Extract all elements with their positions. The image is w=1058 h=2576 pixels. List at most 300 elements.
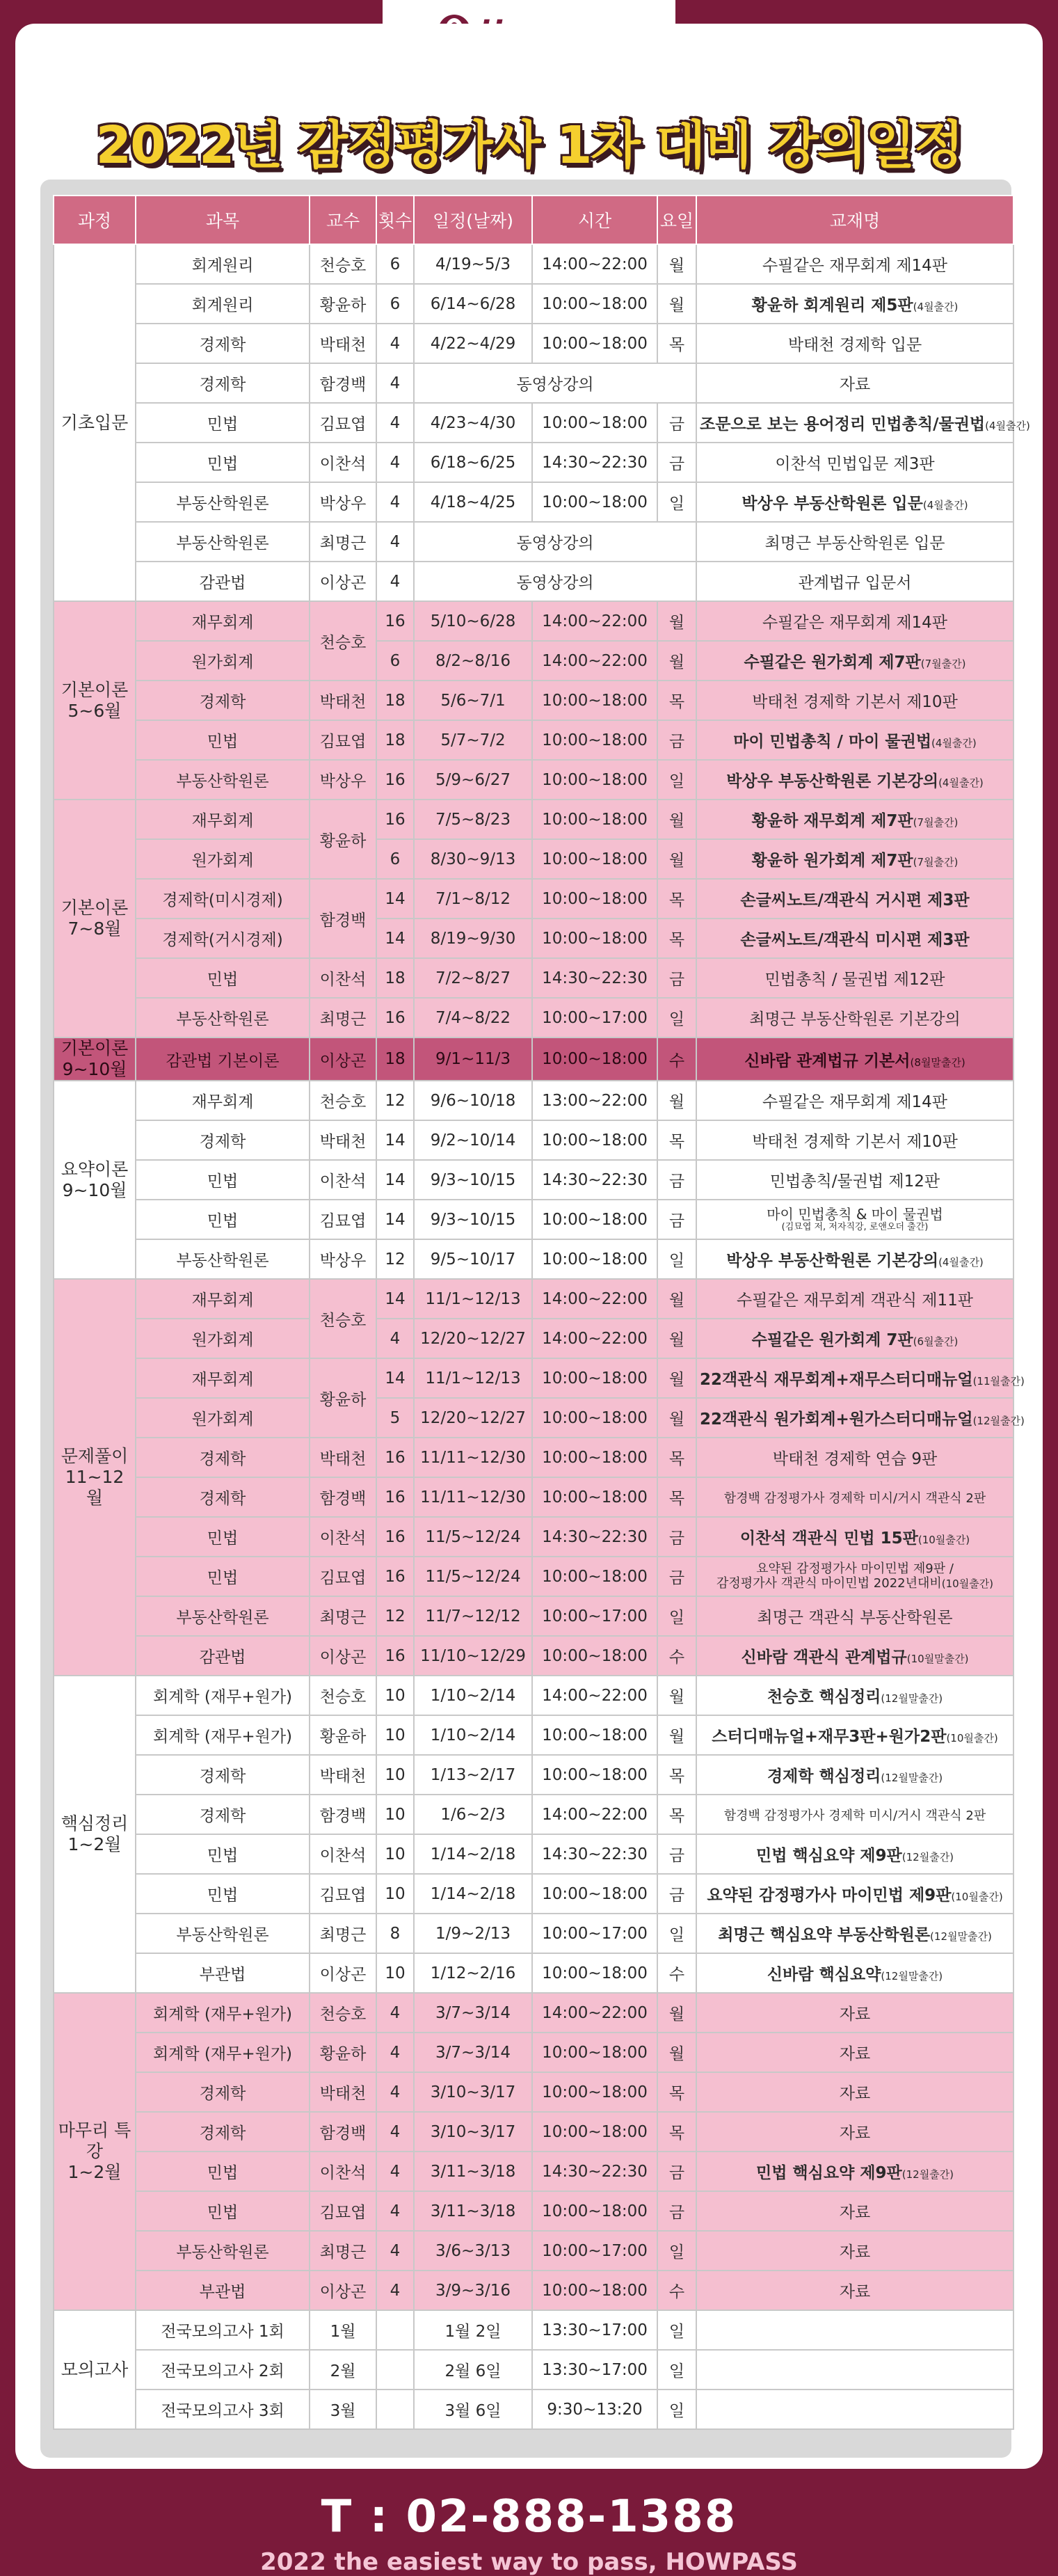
book-title: 황윤하 원가회계 제7판 [751,852,913,870]
count-cell: 10 [376,1676,414,1715]
book-cell [696,403,1030,443]
date-cell: 3/10~3/17 [414,2112,532,2152]
date-cell: 3/9~3/16 [414,2271,532,2310]
book-note: (12월출간) [901,1851,954,1863]
book-title: 이찬석 민법입문 제3판 [775,455,935,473]
count-cell: 6 [376,839,414,879]
time-cell: 10:00~18:00 [532,760,657,800]
table-row [54,1953,1013,1993]
book-cell [696,1517,1013,1557]
time-cell: 14:30~22:30 [532,1160,657,1200]
time-cell: 10:00~18:00 [532,1200,657,1239]
count-cell: 10 [376,1953,414,1993]
professor-cell: 김묘엽 [310,1200,376,1239]
professor-cell: 최명근 [310,1596,376,1636]
book-title: 박태천 경제학 기본서 제10판 [752,693,958,711]
course-group-cell [54,2310,136,2429]
book-note: (10월말출간) [906,1653,969,1665]
subject-cell: 감관법 기본이론 [136,1037,310,1081]
date-cell: 7/5~8/23 [414,800,532,839]
course-group-label: 기본이론 5~6월 [61,679,129,721]
count-cell: 6 [376,641,414,681]
subject-cell: 민법 [136,1834,310,1874]
day-cell: 일 [657,2350,696,2390]
count-cell: 12 [376,1239,414,1279]
count-cell: 4 [376,2033,414,2072]
book-note: (8월말출간) [910,1056,965,1069]
book-title: 조문으로 보는 용어정리 민법총칙/물권법 [700,415,986,434]
book-note: (10월출간) [951,1891,1003,1903]
day-cell: 일 [657,2310,696,2350]
book-cell [696,363,1013,403]
professor-cell: 박태천 [310,2072,376,2112]
professor-cell: 천승호 [310,1993,376,2033]
date-cell: 9/3~10/15 [414,1200,532,1239]
table-row [54,1874,1013,1914]
column-header: 횟수 [376,196,414,244]
date-cell: 11/7~12/12 [414,1596,532,1636]
book-title: 박상우 부동산학원론 기본강의 [726,1252,939,1270]
day-cell: 목 [657,1477,696,1517]
subject-cell: 부동산학원론 [136,998,310,1037]
book-title: 자료 [839,2124,871,2142]
professor-cell: 이상곤 [310,1636,376,1676]
subject-cell: 경제학 [136,2112,310,2152]
subject-cell: 감관법 [136,1636,310,1676]
day-cell: 목 [657,1438,696,1477]
table-row [54,601,1013,641]
subject-cell: 감관법 [136,562,310,601]
count-cell: 16 [376,998,414,1037]
table-row [54,2271,1013,2310]
date-cell: 5/7~7/2 [414,720,532,760]
book-cell [696,2231,1013,2271]
course-group-label: 기본이론 9~10월 [61,1038,129,1079]
day-cell: 월 [657,641,696,681]
table-row [54,2112,1013,2152]
book-title: 최명근 부동산학원론 기본강의 [749,1010,961,1028]
table-row [54,800,1013,839]
day-cell: 금 [657,1160,696,1200]
professor-cell: 박태천 [310,324,376,363]
book-title: 민법총칙 / 물권법 제12판 [764,971,945,989]
time-cell: 10:00~17:00 [532,1596,657,1636]
date-cell: 11/1~12/13 [414,1358,532,1398]
professor-cell: 김묘엽 [310,1557,376,1596]
subject-cell: 재무회계 [136,800,310,839]
book-cell [696,2310,1013,2350]
book-cell [696,720,1013,760]
time-cell: 10:00~18:00 [532,1398,657,1438]
date-cell: 11/5~12/24 [414,1557,532,1596]
book-cell [696,244,1013,284]
subject-cell: 경제학(미시경제) [136,879,310,919]
subject-cell: 회계학 (재무+원가) [136,1676,310,1715]
professor-cell: 함경백 [310,879,376,958]
time-cell: 10:00~18:00 [532,2271,657,2310]
count-cell: 14 [376,879,414,919]
day-cell: 금 [657,1874,696,1914]
count-cell: 16 [376,1477,414,1517]
book-title: 수필같은 재무회계 제14판 [762,1093,948,1111]
subject-cell: 재무회계 [136,1279,310,1319]
subject-cell: 회계원리 [136,284,310,324]
video-lecture-cell: 동영상강의 [414,562,696,601]
table-row [54,1755,1013,1795]
date-cell: 11/11~12/30 [414,1438,532,1477]
day-cell: 월 [657,1993,696,2033]
professor-cell: 이찬석 [310,443,376,482]
day-cell: 월 [657,839,696,879]
table-row [54,1795,1013,1834]
subject-cell: 경제학 [136,1120,310,1160]
book-title: 민법 핵심요약 제9판 [755,1847,902,1865]
day-cell: 수 [657,1636,696,1676]
day-cell: 금 [657,2152,696,2191]
book-cell [696,760,1013,800]
time-cell: 10:00~18:00 [532,2112,657,2152]
book-title: 경제학 핵심정리 [767,1767,881,1786]
date-cell: 9/5~10/17 [414,1239,532,1279]
book-title: 신바람 관계법규 기본서 [744,1051,911,1070]
course-group-label: 마무리 특강 1~2월 [58,2120,131,2182]
date-cell: 4/18~4/25 [414,482,532,522]
table-row [54,2191,1013,2231]
book-cell [696,2390,1013,2429]
column-header: 일정(날짜) [414,196,532,244]
book-cell [696,1993,1013,2033]
table-row [54,1239,1013,1279]
professor-cell: 이찬석 [310,1517,376,1557]
time-cell: 10:00~18:00 [532,482,657,522]
count-cell: 16 [376,601,414,641]
time-cell: 10:00~18:00 [532,879,657,919]
date-cell: 5/6~7/1 [414,681,532,720]
subject-cell: 부동산학원론 [136,1239,310,1279]
time-cell: 13:30~17:00 [532,2310,657,2350]
table-row [54,2033,1013,2072]
book-title: 신바람 핵심요약 [767,1966,881,1984]
date-cell: 6/14~6/28 [414,284,532,324]
time-cell: 10:00~17:00 [532,2231,657,2271]
book-title: 최명근 부동산학원론 입문 [764,534,945,552]
book-note: (7월출간) [920,658,966,670]
count-cell: 16 [376,1438,414,1477]
subject-cell: 부동산학원론 [136,2231,310,2271]
day-cell: 일 [657,998,696,1037]
book-title: 마이 민법총칙 / 마이 물권법 [733,733,932,751]
subject-cell: 전국모의고사 1회 [136,2310,310,2350]
day-cell: 월 [657,1676,696,1715]
column-header: 과정 [54,196,136,244]
day-cell: 일 [657,1239,696,1279]
subject-cell: 민법 [136,2152,310,2191]
table-row [54,1517,1013,1557]
time-cell: 10:00~18:00 [532,1636,657,1676]
subject-cell: 민법 [136,2191,310,2231]
day-cell: 목 [657,2112,696,2152]
book-cell [696,2152,1013,2191]
count-cell: 10 [376,1834,414,1874]
book-note: (4월출간) [913,301,959,313]
book-cell [696,1358,1025,1398]
date-cell: 4/22~4/29 [414,324,532,363]
count-cell: 12 [376,1596,414,1636]
professor-cell: 이찬석 [310,2152,376,2191]
day-cell: 월 [657,1398,696,1438]
count-cell [376,2390,414,2429]
book-cell [696,1557,1013,1596]
time-cell: 14:00~22:00 [532,1319,657,1358]
book-note: (12월말출간) [930,1930,992,1943]
subject-cell: 부동산학원론 [136,482,310,522]
book-title: 손글씨노트/객관식 미시편 제3판 [740,931,970,949]
book-title: 함경백 감정평가사 경제학 미시/거시 객관식 2판 [723,1808,986,1823]
date-cell: 9/2~10/14 [414,1120,532,1160]
date-cell: 1/6~2/3 [414,1795,532,1834]
day-cell: 수 [657,2271,696,2310]
book-note: (12월출간) [972,1415,1025,1427]
date-cell: 3/11~3/18 [414,2191,532,2231]
day-cell: 월 [657,800,696,839]
day-cell: 목 [657,1755,696,1795]
time-cell: 10:00~18:00 [532,284,657,324]
book-cell [696,1037,1013,1081]
time-cell: 10:00~18:00 [532,2191,657,2231]
table-row [54,1120,1013,1160]
date-cell: 6/18~6/25 [414,443,532,482]
table-row [54,1834,1013,1874]
time-cell: 10:00~18:00 [532,839,657,879]
table-row [54,482,1013,522]
course-group-cell [54,1037,136,1081]
book-title: 수필같은 원가회계 7판 [751,1331,913,1349]
column-header: 교재명 [696,196,1013,244]
count-cell: 18 [376,958,414,998]
table-row [54,1477,1013,1517]
book-cell [696,601,1013,641]
time-cell: 10:00~18:00 [532,1755,657,1795]
course-group-label: 문제풀이 11~12월 [61,1446,129,1508]
day-cell: 목 [657,879,696,919]
date-cell: 9/6~10/18 [414,1081,532,1120]
book-note: (4월출간) [931,737,977,749]
day-cell: 일 [657,482,696,522]
time-cell: 10:00~18:00 [532,919,657,958]
table-row [54,1557,1013,1596]
table-row [54,1715,1013,1755]
course-group-label: 기초입문 [61,412,129,433]
table-row [54,1636,1013,1676]
book-cell [696,1160,1013,1200]
table-row [54,1081,1013,1120]
course-group-cell [54,1993,136,2310]
subject-cell: 경제학 [136,2072,310,2112]
subject-cell: 부관법 [136,2271,310,2310]
table-row [54,324,1013,363]
date-cell: 5/9~6/27 [414,760,532,800]
book-cell [696,2033,1013,2072]
count-cell: 14 [376,1279,414,1319]
book-cell [696,324,1013,363]
subject-cell: 민법 [136,1557,310,1596]
book-title: 22객관식 원가회계+원가스터디매뉴얼 [700,1410,973,1429]
day-cell: 수 [657,1037,696,1081]
table-row [54,839,1013,879]
book-title: 민법 핵심요약 제9판 [755,2164,902,2182]
professor-cell: 이찬석 [310,1160,376,1200]
day-cell: 금 [657,720,696,760]
time-cell: 14:00~22:00 [532,601,657,641]
day-cell: 금 [657,1557,696,1596]
date-cell: 4/19~5/3 [414,244,532,284]
book-title: 요약된 감정평가사 마이민법 제9판 [707,1886,952,1905]
subject-cell: 전국모의고사 2회 [136,2350,310,2390]
professor-cell: 천승호 [310,1081,376,1120]
table-row [54,641,1013,681]
book-cell [696,879,1013,919]
table-row [54,1319,1013,1358]
table-row [54,1358,1013,1398]
book-title: 천승호 핵심정리 [767,1688,881,1706]
time-cell: 14:00~22:00 [532,244,657,284]
book-note: (4월출간) [938,1256,984,1269]
date-cell: 12/20~12/27 [414,1398,532,1438]
subject-cell: 재무회계 [136,1081,310,1120]
time-cell: 13:00~22:00 [532,1081,657,1120]
table-row [54,2350,1013,2390]
professor-cell: 박태천 [310,1755,376,1795]
time-cell: 14:00~22:00 [532,1993,657,2033]
time-cell: 10:00~18:00 [532,1037,657,1081]
subject-cell: 전국모의고사 3회 [136,2390,310,2429]
day-cell: 금 [657,403,696,443]
day-cell: 일 [657,1914,696,1953]
book-note: (4월출간) [985,420,1030,432]
time-cell: 10:00~18:00 [532,1358,657,1398]
table-row [54,1037,1013,1081]
day-cell: 목 [657,2072,696,2112]
book-cell [696,1953,1013,1993]
count-cell: 14 [376,1358,414,1398]
subject-cell: 민법 [136,403,310,443]
professor-cell: 박태천 [310,1438,376,1477]
column-header: 교수 [310,196,376,244]
day-cell: 목 [657,919,696,958]
date-cell: 1/12~2/16 [414,1953,532,1993]
count-cell: 4 [376,562,414,601]
book-title: 민법총칙/물권법 제12판 [769,1172,940,1191]
table-row [54,2152,1013,2191]
professor-cell: 김묘엽 [310,2191,376,2231]
day-cell: 금 [657,1517,696,1557]
book-cell [696,522,1013,562]
date-cell: 3/6~3/13 [414,2231,532,2271]
time-cell: 10:00~18:00 [532,403,657,443]
subject-cell: 부동산학원론 [136,1914,310,1953]
table-row [54,958,1013,998]
professor-cell: 천승호 [310,1279,376,1358]
time-cell: 10:00~18:00 [532,800,657,839]
time-cell: 14:30~22:30 [532,1834,657,1874]
day-cell: 월 [657,284,696,324]
time-cell: 13:30~17:00 [532,2350,657,2390]
day-cell: 월 [657,1358,696,1398]
table-row [54,1914,1013,1953]
professor-cell: 황윤하 [310,800,376,879]
book-note: (10월출간) [941,1577,994,1590]
table-row [54,681,1013,720]
course-group-label: 요약이론 9~10월 [61,1159,129,1200]
professor-cell: 최명근 [310,2231,376,2271]
table-row [54,244,1013,284]
book-note: (11월출간) [972,1375,1025,1388]
count-cell: 4 [376,2152,414,2191]
column-header: 시간 [532,196,657,244]
book-title: 수필같은 재무회계 객관식 제11판 [736,1291,974,1310]
table-row [54,1676,1013,1715]
time-cell: 14:30~22:30 [532,1517,657,1557]
book-cell [696,1081,1013,1120]
book-cell [696,443,1013,482]
day-cell: 목 [657,681,696,720]
column-header: 과목 [136,196,310,244]
professor-cell: 최명근 [310,998,376,1037]
date-cell: 9/1~11/3 [414,1037,532,1081]
time-cell: 10:00~18:00 [532,1874,657,1914]
book-cell [696,1477,1013,1517]
course-group-label: 기본이론 7~8월 [61,898,129,939]
professor-cell: 최명근 [310,1914,376,1953]
professor-cell: 이상곤 [310,1037,376,1081]
time-cell: 10:00~18:00 [532,1477,657,1517]
professor-cell: 천승호 [310,244,376,284]
book-title: 수필같은 재무회계 제14판 [762,257,948,275]
professor-cell: 박상우 [310,1239,376,1279]
time-cell: 10:00~18:00 [532,720,657,760]
count-cell: 4 [376,2271,414,2310]
book-title: 박상우 부동산학원론 입문 [742,495,923,513]
date-cell: 11/10~12/29 [414,1636,532,1676]
date-cell: 2월 6일 [414,2350,532,2390]
count-cell: 4 [376,2072,414,2112]
book-title: 최명근 객관식 부동산학원론 [757,1609,953,1627]
subject-cell: 재무회계 [136,601,310,641]
count-cell: 4 [376,2231,414,2271]
table-row [54,522,1013,562]
count-cell: 16 [376,1636,414,1676]
day-cell: 금 [657,1834,696,1874]
day-cell: 월 [657,244,696,284]
book-title: 최명근 핵심요약 부동산학원론 [718,1926,931,1944]
subject-cell: 민법 [136,958,310,998]
date-cell: 1/9~2/13 [414,1914,532,1953]
date-cell: 1/14~2/18 [414,1874,532,1914]
book-cell [696,1596,1013,1636]
book-cell [696,2350,1013,2390]
subject-cell: 민법 [136,443,310,482]
count-cell: 4 [376,363,414,403]
course-group-cell [54,1676,136,1993]
course-group-cell [54,244,136,601]
book-title: 자료 [839,2283,871,2301]
book-note: (12월말출간) [881,1692,943,1705]
day-cell: 금 [657,2191,696,2231]
count-cell: 4 [376,482,414,522]
subject-cell: 원가회계 [136,1398,310,1438]
day-cell: 월 [657,2033,696,2072]
time-cell: 10:00~18:00 [532,1557,657,1596]
